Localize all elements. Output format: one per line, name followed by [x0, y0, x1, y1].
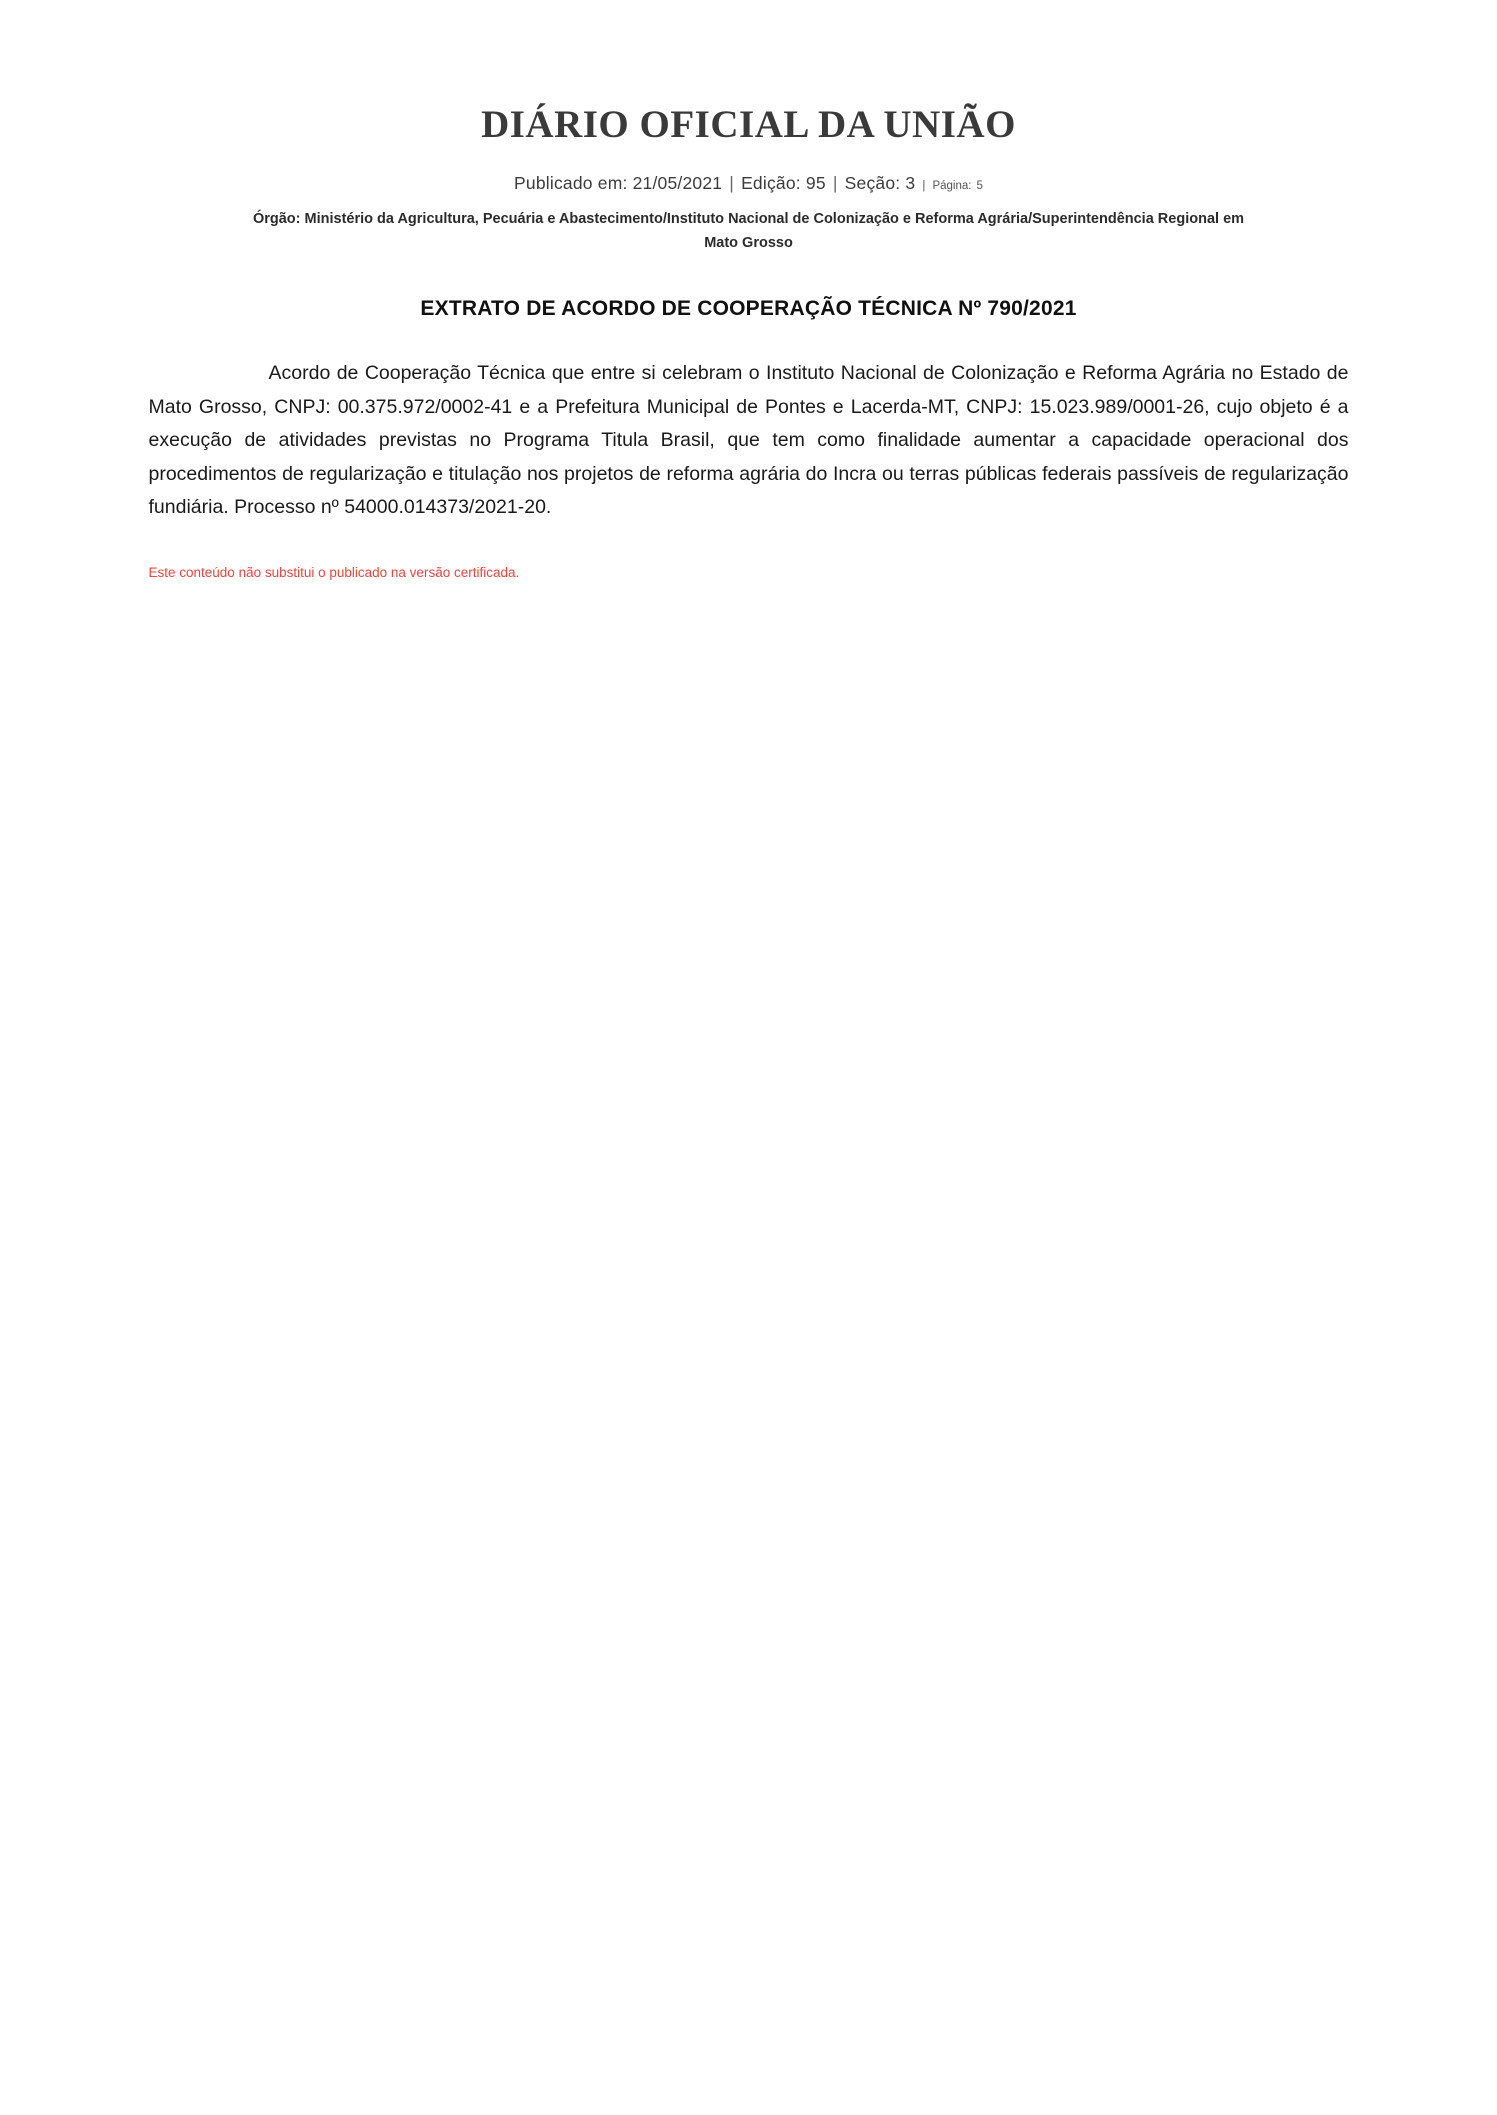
document-body-text: Acordo de Cooperação Técnica que entre si celebram o Instituto Nacional de Colonização e Reforma Agrária no Estado de Mato Grosso, CNPJ: 00.375.972/0002-41 e a Prefeitura Municipal de Pontes e Lacerda-MT, CNPJ: 15.023.989/0001-26, cujo objeto é a execução de atividades previstas no Programa Titula Brasil, que tem como finalidade aumentar a capacidade operacional dos procedimentos de regularização e titulação nos projetos de reforma agrária do Incra ou terras públicas federais passíveis de regularização fundiária. Processo nº 54000.014373/2021-20.	[148, 362, 1349, 519]
published-label: Publicado em:	[514, 173, 628, 194]
masthead-title: DIÁRIO OFICIAL DA UNIÃO	[481, 103, 1016, 147]
edition-value: 95	[805, 173, 826, 194]
page-value: 5	[976, 180, 983, 193]
page-label: Página:	[932, 180, 972, 193]
organ-text: Ministério da Agricultura, Pecuária e Abastecimento/Instituto Nacional de Colonização e Reforma Agrária/Superintendência Regional em Mato Grosso	[304, 211, 1245, 251]
edition-label: Edição:	[741, 173, 801, 194]
section-value: 3	[905, 173, 916, 194]
info-separator-2: |	[832, 173, 838, 194]
published-date: 21/05/2021	[632, 173, 723, 194]
organ-label: Órgão:	[252, 211, 301, 228]
document-content	[149, 0, 1349, 583]
page-title: EXTRATO DE ACORDO DE COOPERAÇÃO TÉCNICA Nº 790/2021	[420, 297, 1077, 321]
info-separator-3: |	[922, 180, 926, 193]
publication-info	[149, 173, 1349, 194]
section-label: Seção:	[844, 173, 901, 194]
organ-line	[239, 208, 1259, 255]
info-separator-1: |	[729, 173, 734, 194]
certification-note: Este conteúdo não substitui o publicado na versão certificada.	[148, 564, 520, 580]
